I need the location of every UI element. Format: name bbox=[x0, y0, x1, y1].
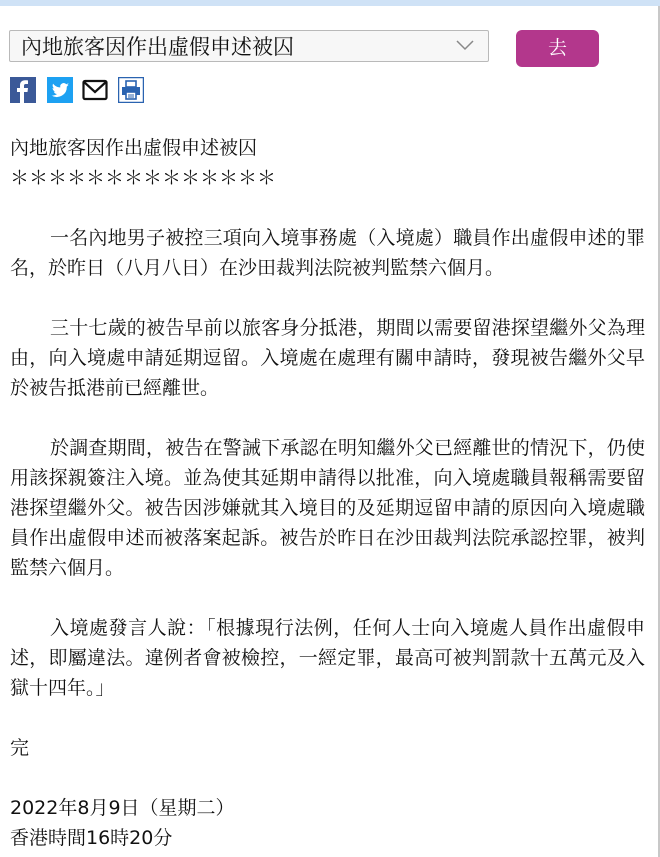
release-date: 2022年8月9日（星期二） bbox=[10, 797, 235, 819]
article-title: 內地旅客因作出虛假申述被囚 bbox=[10, 137, 258, 159]
release-time: 香港時間16時20分 bbox=[10, 827, 173, 849]
top-strip bbox=[0, 0, 660, 6]
facebook-icon[interactable] bbox=[10, 77, 36, 103]
print-icon[interactable] bbox=[118, 77, 144, 103]
paragraph-2: 三十七歲的被告早前以旅客身分抵港，期間以需要留港探望繼外父為理由，向入境處申請延期逗留。入境處在處理有關申請時，發現被告繼外父早於被告抵港前已經離世。 bbox=[10, 317, 645, 399]
chevron-down-icon bbox=[456, 39, 474, 51]
paragraph-1: 一名內地男子被控三項向入境事務處（入境處）職員作出虛假申述的罪名，於昨日（八月八日）在沙田裁判法院被判監禁六個月。 bbox=[10, 227, 645, 279]
title-separator: ＊＊＊＊＊＊＊＊＊＊＊＊＊＊ bbox=[10, 167, 277, 189]
title-select-value: 內地旅客因作出虛假申述被囚 bbox=[21, 35, 294, 59]
email-icon[interactable] bbox=[82, 77, 108, 103]
twitter-icon[interactable] bbox=[47, 77, 73, 103]
go-button[interactable]: 去 bbox=[516, 30, 599, 67]
paragraph-4: 入境處發言人說：「根據現行法例，任何人士向入境處人員作出虛假申述，即屬違法。違例者會被檢控，一經定罪，最高可被判罰款十五萬元及入獄十四年。」 bbox=[10, 617, 645, 699]
end-mark: 完 bbox=[10, 737, 30, 759]
paragraph-3: 於調查期間，被告在警誡下承認在明知繼外父已經離世的情況下，仍使用該探親簽注入境。並為使其延期申請得以批准，向入境處職員報稱需要留港探望繼外父。被告因涉嫌就其入境目的及延期逗留申請的原因向入境處職員作出虛假申述而被落案起訴。被告於昨日在沙田裁判法院承認控罪，被判監禁六個月。 bbox=[10, 437, 645, 579]
title-select[interactable] bbox=[9, 30, 489, 62]
press-release bbox=[10, 133, 645, 853]
